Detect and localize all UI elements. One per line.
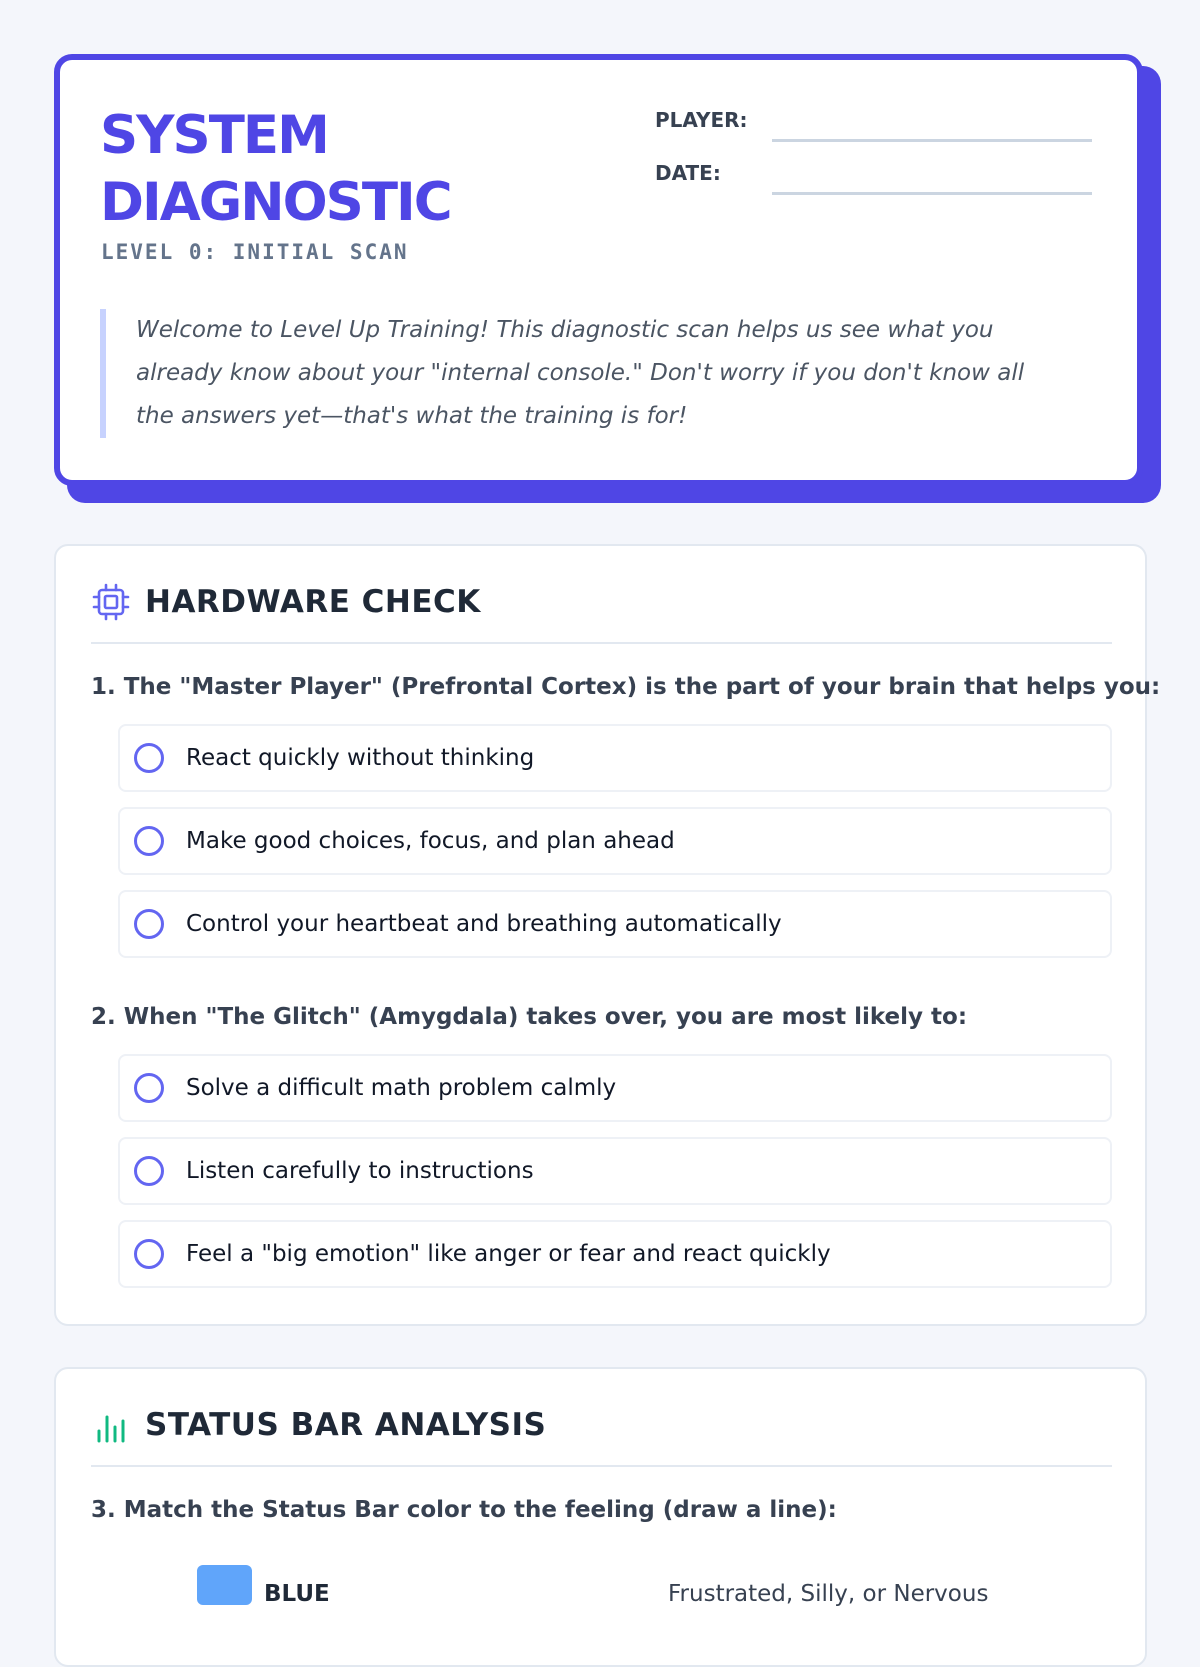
q1-option-b[interactable]	[118, 807, 1112, 875]
q1-option-a[interactable]	[118, 724, 1112, 792]
question-1: 1. The "Master Player" (Prefrontal Cortex) is the part of your brain that helps you:	[91, 674, 1161, 700]
q2-option-b[interactable]	[118, 1137, 1112, 1205]
radio-button[interactable]	[134, 909, 164, 939]
header-card	[54, 54, 1143, 486]
q1-option-c[interactable]	[118, 890, 1112, 958]
page-title-line-2: DIAGNOSTIC	[100, 172, 451, 233]
question-2: 2. When "The Glitch" (Amygdala) takes over, you are most likely to:	[91, 1004, 968, 1030]
radio-button[interactable]	[134, 826, 164, 856]
option-label: Solve a difficult math problem calmly	[186, 1075, 617, 1101]
q2-option-a[interactable]	[118, 1054, 1112, 1122]
date-field[interactable]	[655, 161, 1092, 185]
bar-chart-icon	[91, 1405, 131, 1445]
status-bar-section	[54, 1367, 1147, 1667]
date-label: DATE:	[655, 161, 721, 185]
date-input-line[interactable]	[772, 192, 1092, 195]
option-label: React quickly without thinking	[186, 745, 535, 771]
status-section-title: STATUS BAR ANALYSIS	[145, 1407, 547, 1443]
match-right-item[interactable]: Frustrated, Silly, or Nervous	[668, 1581, 989, 1607]
match-left-item[interactable]: BLUE	[264, 1581, 330, 1607]
blue-color-swatch	[197, 1565, 252, 1605]
q2-option-c[interactable]	[118, 1220, 1112, 1288]
intro-text: Welcome to Level Up Training! This diagnostic scan helps us see what you already know about your "internal console." Don't worry if you don't know all the answers yet—that's what the training is for!	[100, 309, 1055, 438]
player-label: PLAYER:	[655, 108, 748, 132]
page-title-line-1: SYSTEM	[100, 105, 328, 166]
status-section-header	[91, 1405, 1112, 1467]
radio-button[interactable]	[134, 1239, 164, 1269]
hardware-section-header	[91, 582, 1112, 644]
question-3: 3. Match the Status Bar color to the feeling (draw a line):	[91, 1497, 837, 1523]
page-title	[100, 102, 451, 236]
option-label: Feel a "big emotion" like anger or fear and react quickly	[186, 1241, 831, 1267]
option-label: Listen carefully to instructions	[186, 1158, 534, 1184]
player-input-line[interactable]	[772, 139, 1092, 142]
radio-button[interactable]	[134, 1073, 164, 1103]
hardware-section-title: HARDWARE CHECK	[145, 584, 481, 620]
radio-button[interactable]	[134, 1156, 164, 1186]
cpu-chip-icon	[91, 582, 131, 622]
option-label: Make good choices, focus, and plan ahead	[186, 828, 675, 854]
hardware-check-section	[54, 544, 1161, 1326]
radio-button[interactable]	[134, 743, 164, 773]
option-label: Control your heartbeat and breathing automatically	[186, 911, 782, 937]
page-subtitle: LEVEL 0: INITIAL SCAN	[101, 240, 409, 264]
player-field[interactable]	[655, 108, 1092, 132]
